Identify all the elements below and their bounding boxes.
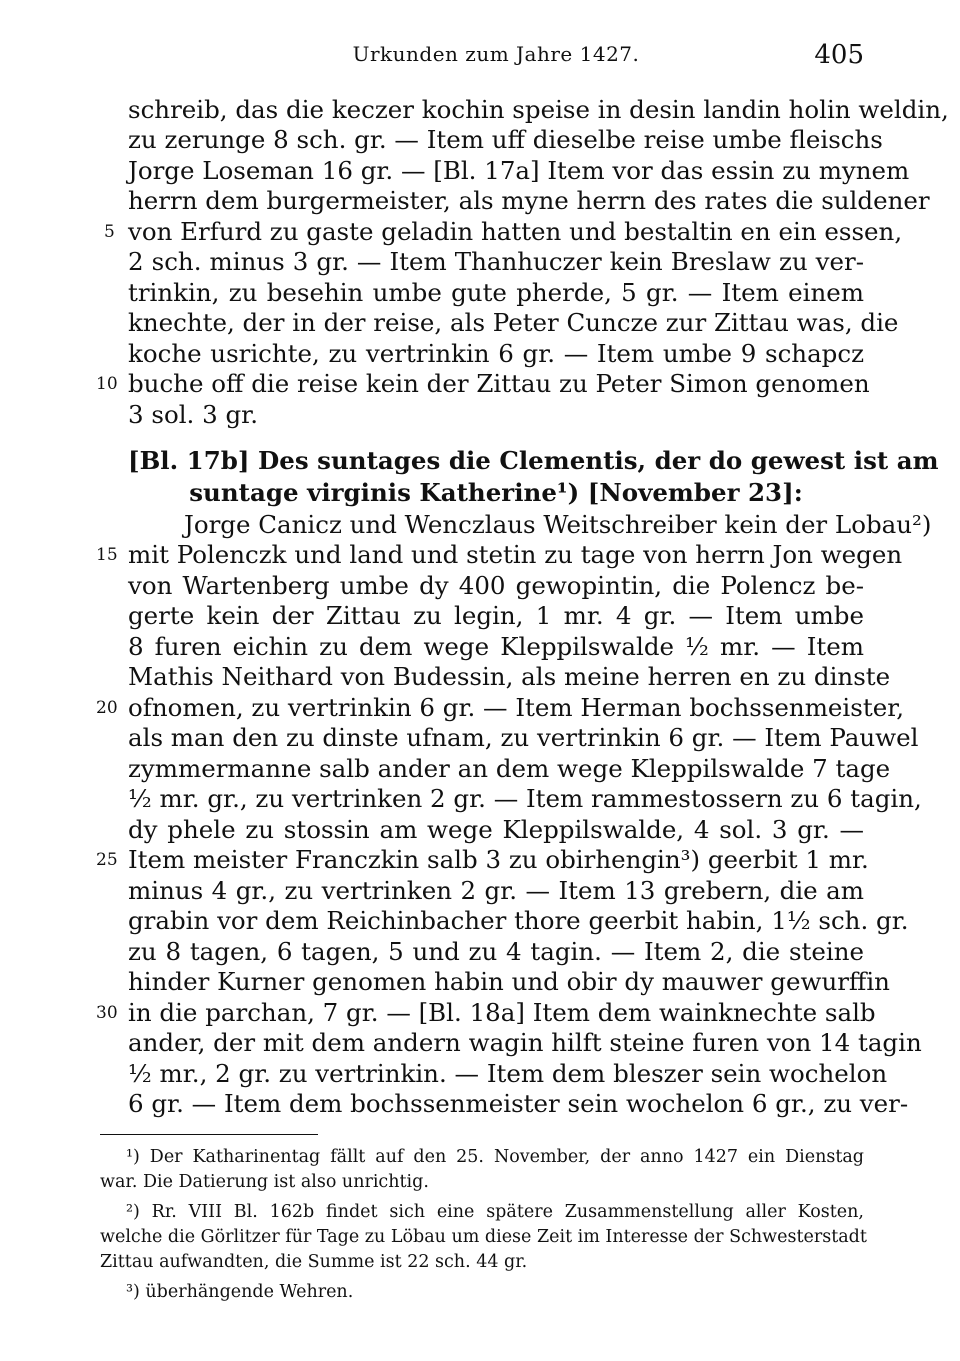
footnote-line: Zittau aufwandten, die Summe ist 22 sch. 44 gr. (100, 1252, 528, 1272)
footnote-divider (100, 1134, 318, 1135)
section-heading: suntage virginis Katherine¹) [November 23]: (189, 478, 803, 507)
text-line: zymmermanne salb ander an dem wege Kleppilswalde 7 tage (128, 754, 891, 783)
text-line: Mathis Neithard von Budessin, als meine herren en zu dinste (128, 662, 891, 691)
footnote-line: ¹) Der Katharinentag fällt auf den 25. November, der anno 1427 ein Dienstag (126, 1147, 864, 1167)
page-header (128, 40, 864, 80)
text-line: ½ mr. gr., zu vertrinken 2 gr. — Item rammestossern zu 6 tagin, (128, 784, 922, 813)
footnote-line: war. Die Datierung ist also unrichtig. (100, 1172, 429, 1192)
page-number: 405 (814, 40, 864, 70)
text-line: Jorge Loseman 16 gr. — [Bl. 17a] Item vor das essin zu mynem (128, 156, 910, 185)
line-number: 5 (104, 222, 115, 242)
text-line: minus 4 gr., zu vertrinken 2 gr. — Item 13 grebern, die am (128, 876, 864, 905)
line-number: 30 (96, 1003, 118, 1023)
text-line: grabin vor dem Reichinbacher thore geerbit habin, 1½ sch. gr. (128, 906, 909, 935)
text-line: in die parchan, 7 gr. — [Bl. 18a] Item dem wainknechte salb (128, 998, 876, 1027)
text-line: knechte, der in der reise, als Peter Cuncze zur Zittau was, die (128, 308, 899, 337)
line-number: 25 (96, 850, 118, 870)
text-line: von Wartenberg umbe dy 400 gewopintin, die Polencz be- (128, 571, 864, 600)
text-line: von Erfurd zu gaste geladin hatten und bestaltin en ein essen, (128, 217, 903, 246)
text-line: 2 sch. minus 3 gr. — Item Thanhuczer kein Breslaw zu ver- (128, 247, 864, 276)
text-line: 6 gr. — Item dem bochssenmeister sein wochelon 6 gr., zu ver- (128, 1089, 909, 1118)
text-line: Jorge Canicz und Wenczlaus Weitschreiber kein der Lobau²) (184, 510, 932, 539)
text-line: mit Polenczk und land und stetin zu tage von herrn Jon wegen (128, 540, 903, 569)
text-line: gerte kein der Zittau zu legin, 1 mr. 4 gr. — Item umbe (128, 601, 864, 630)
line-number: 10 (96, 374, 118, 394)
text-line: als man den zu dinste ufnam, zu vertrinkin 6 gr. — Item Pauwel (128, 723, 919, 752)
text-line: herrn dem burgermeister, als myne herrn des rates die suldener (128, 186, 930, 215)
line-number: 15 (96, 545, 118, 565)
text-line: ander, der mit dem andern wagin hilft steine furen von 14 tagin (128, 1028, 922, 1057)
text-line: zu zerunge 8 sch. gr. — Item uff dieselbe reise umbe fleischs (128, 125, 883, 154)
text-line: dy phele zu stossin am wege Kleppilswalde, 4 sol. 3 gr. — (128, 815, 864, 844)
footnote-line: ²) Rr. VIII Bl. 162b findet sich eine spätere Zusammenstellung aller Kosten, (126, 1202, 864, 1222)
text-line: 3 sol. 3 gr. (128, 400, 258, 429)
section-heading: [Bl. 17b] Des suntages die Clementis, der do gewest ist am (128, 446, 939, 475)
text-line: ½ mr., 2 gr. zu vertrinkin. — Item dem bleszer sein wochelon (128, 1059, 888, 1088)
text-line: koche usrichte, zu vertrinkin 6 gr. — Item umbe 9 schapcz (128, 339, 864, 368)
text-line: buche off die reise kein der Zittau zu Peter Simon genomen (128, 369, 870, 398)
text-line: zu 8 tagen, 6 tagen, 5 und zu 4 tagin. — Item 2, die steine (128, 937, 864, 966)
footnote-line: ³) überhängende Wehren. (126, 1282, 354, 1302)
text-line: 8 furen eichin zu dem wege Kleppilswalde ½ mr. — Item (128, 632, 864, 661)
line-number: 20 (96, 698, 118, 718)
running-title: Urkunden zum Jahre 1427. (352, 42, 640, 66)
text-line: hinder Kurner genomen habin und obir dy mauwer gewurffin (128, 967, 890, 996)
text-line: Item meister Franczkin salb 3 zu obirhengin³) geerbit 1 mr. (128, 845, 869, 874)
text-line: schreib, das die keczer kochin speise in desin landin holin weldin, (128, 95, 949, 124)
footnote-line: welche die Görlitzer für Tage zu Löbau um diese Zeit im Interesse der Schwesterstadt (100, 1227, 867, 1247)
text-line: trinkin, zu besehin umbe gute pherde, 5 gr. — Item einem (128, 278, 864, 307)
text-line: ofnomen, zu vertrinkin 6 gr. — Item Herman bochssenmeister, (128, 693, 904, 722)
